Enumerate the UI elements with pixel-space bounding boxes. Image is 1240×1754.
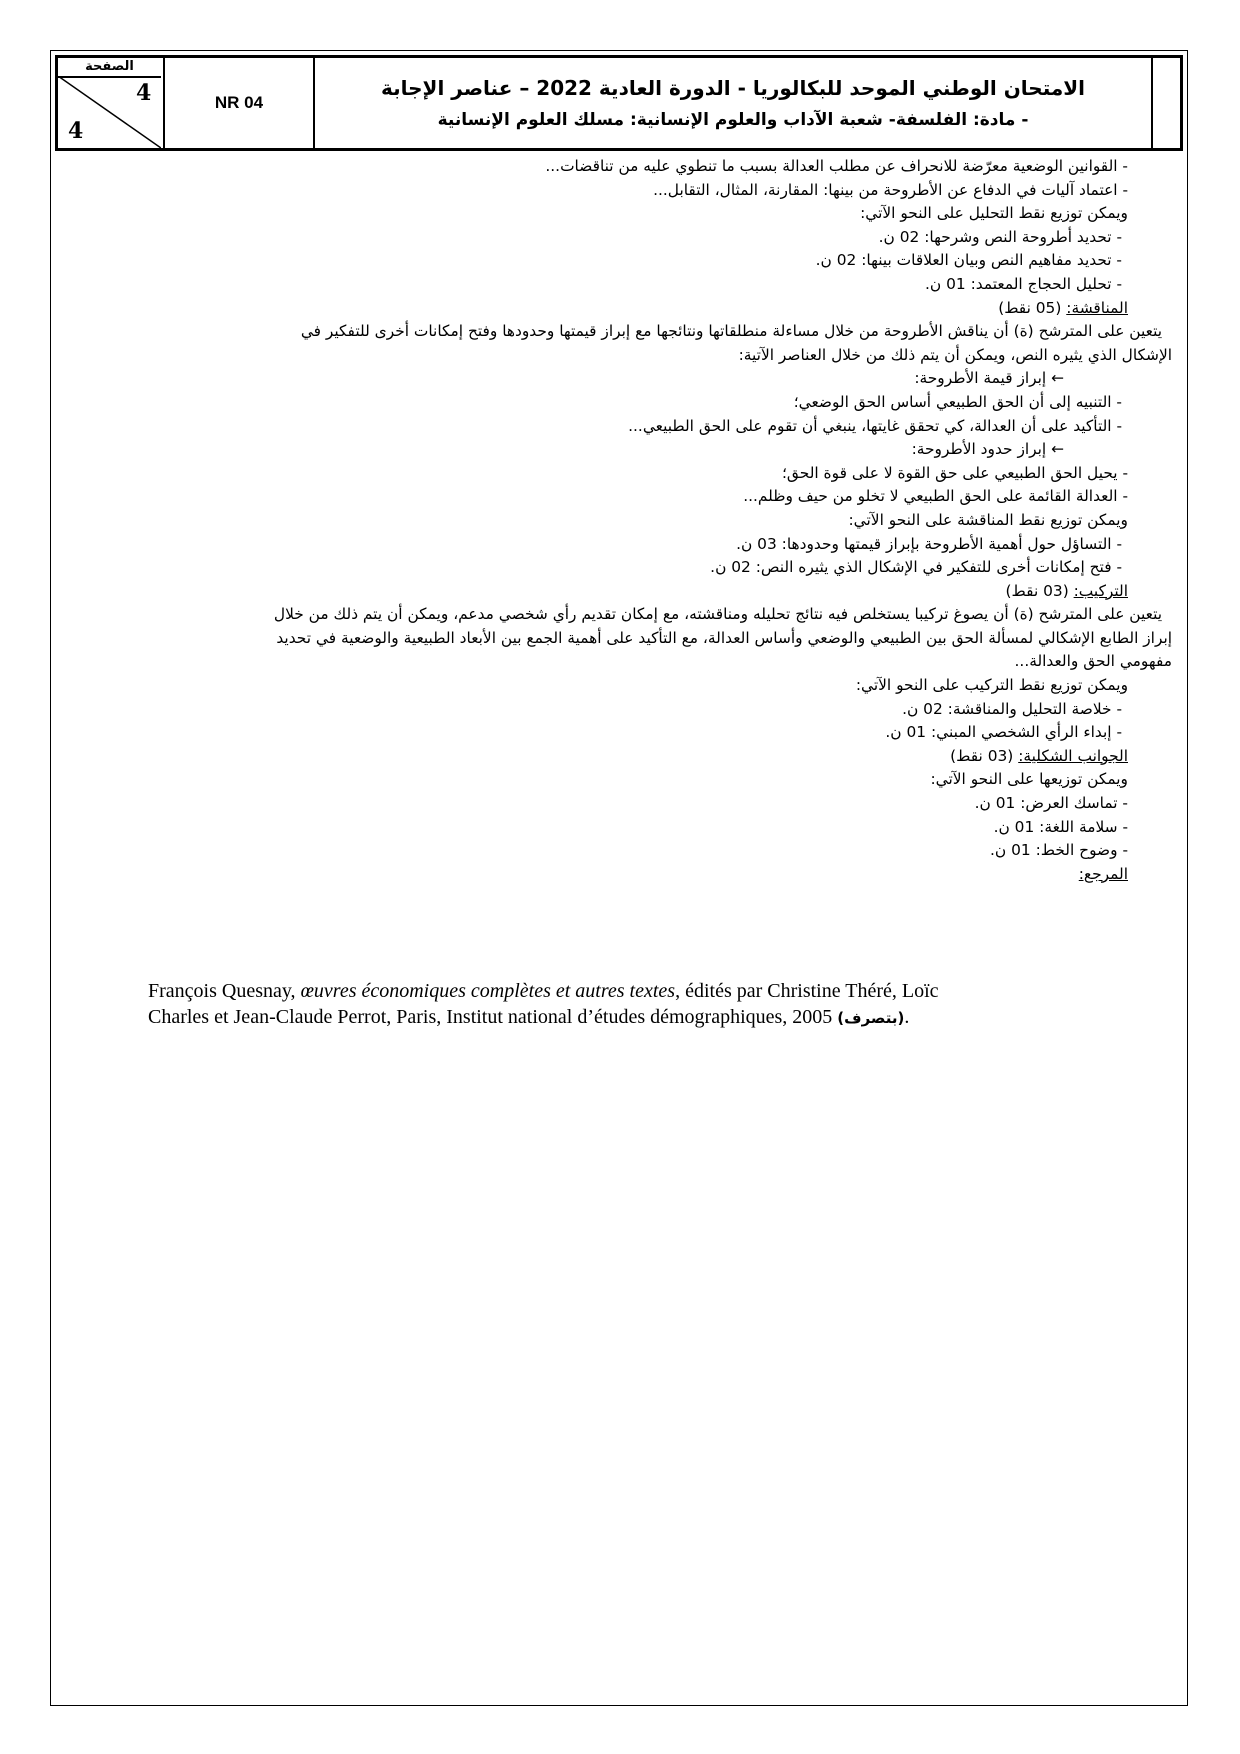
heading-points: (03 نقط) xyxy=(1005,581,1074,600)
section-heading-discussion xyxy=(72,297,1172,321)
text-line: - اعتماد آليات في الدفاع عن الأطروحة من بينها: المقارنة، المثال، التقابل... xyxy=(653,180,1128,199)
ref-work: œuvres économiques complètes et autres textes xyxy=(300,980,676,1002)
text-line: - يحيل الحق الطبيعي على حق القوة لا على قوة الحق؛ xyxy=(782,463,1128,482)
text-line: - وضوح الخط: 01 ن. xyxy=(990,841,1128,860)
text-line: ويمكن توزيع نقط التركيب على النحو الآتي: xyxy=(855,676,1128,695)
page-label: الصفحة xyxy=(58,58,161,78)
text-line: - فتح إمكانات أخرى للتفكير في الإشكال الذي يثيره النص: 02 ن. xyxy=(710,558,1122,577)
exam-code: NR 04 xyxy=(214,93,264,112)
text-line: الإشكال الذي يثيره النص، ويمكن أن يتم ذلك من خلال العناصر الآتية: xyxy=(738,345,1172,364)
text-line: ويمكن توزيع نقط المناقشة على النحو الآتي: xyxy=(848,510,1128,529)
text-line: - التساؤل حول أهمية الأطروحة بإبراز قيمتها وحدودها: 03 ن. xyxy=(736,534,1122,553)
text-line: - العدالة القائمة على الحق الطبيعي لا تخلو من حيف وظلم... xyxy=(743,487,1128,506)
exam-title: الامتحان الوطني الموحد للبكالوريا - الدورة العادية 2022 – عناصر الإجابة xyxy=(380,76,1086,100)
text-line: - تحليل الحجاج المعتمد: 01 ن. xyxy=(925,274,1122,293)
title-cell xyxy=(313,58,1151,148)
exam-code-cell xyxy=(163,58,313,148)
section-heading-formal xyxy=(72,745,1172,769)
blank-cell xyxy=(1151,58,1180,148)
text-line: - التنبيه إلى أن الحق الطبيعي أساس الحق الوضعي؛ xyxy=(793,392,1122,411)
text-line: مفهومي الحق والعدالة... xyxy=(1014,652,1172,671)
text-line xyxy=(72,320,1172,344)
paragraph-text: يتعين على المترشح (ة) أن يناقش الأطروحة من خلال مساءلة منطلقاتها ونتائجها مع إبراز قيمتها وحدودها وفتح إمكانات أخرى للتفكير في xyxy=(300,322,1162,341)
text-line: - تماسك العرض: 01 ن. xyxy=(974,794,1128,813)
text-line: ويمكن توزيعها على النحو الآتي: xyxy=(930,770,1128,789)
exam-header xyxy=(55,55,1183,151)
arrow-item: ← إبراز قيمة الأطروحة: xyxy=(914,369,1064,388)
section-heading-synthesis xyxy=(72,580,1172,604)
ref-adapted: (بتصرف) xyxy=(837,1009,905,1027)
ref-details1: , édités par Christine Théré, Loïc xyxy=(675,980,939,1002)
text-line: - تحديد مفاهيم النص وبيان العلاقات بينها: 02 ن. xyxy=(815,251,1122,270)
heading-text: الجوانب الشكلية: xyxy=(1018,746,1128,765)
text-line: - إبداء الرأي الشخصي المبني: 01 ن. xyxy=(885,723,1122,742)
exam-subject: - مادة: الفلسفة- شعبة الآداب والعلوم الإنسانية: مسلك العلوم الإنسانية xyxy=(437,110,1029,130)
heading-text: التركيب: xyxy=(1073,581,1128,600)
reference-citation xyxy=(148,978,1098,1031)
text-line: - التأكيد على أن العدالة، كي تحقق غايتها، ينبغي أن تقوم على الحق الطبيعي... xyxy=(628,416,1122,435)
text-line: إبراز الطابع الإشكالي لمسألة الحق بين الطبيعي والوضعي وأساس العدالة، مع التأكيد على أهمية الجمع بين الأبعاد الطبيعية والوضعية في تحديد xyxy=(276,628,1172,647)
ref-author: François Quesnay, xyxy=(148,980,301,1002)
page-current-number: 4 xyxy=(136,80,152,106)
text-line: ويمكن توزيع نقط التحليل على النحو الآتي: xyxy=(860,204,1128,223)
heading-text: المناقشة: xyxy=(1066,298,1128,317)
text-line: - تحديد أطروحة النص وشرحها: 02 ن. xyxy=(878,227,1122,246)
text-line: - سلامة اللغة: 01 ن. xyxy=(993,817,1128,836)
heading-points: (03 نقط) xyxy=(950,746,1019,765)
arrow-item: ← إبراز حدود الأطروحة: xyxy=(911,440,1064,459)
heading-points: (05 نقط) xyxy=(998,298,1067,317)
ref-end: . xyxy=(904,1006,910,1028)
heading-text: المرجع: xyxy=(1078,864,1128,883)
answer-content xyxy=(72,155,1172,886)
paragraph-text: يتعين على المترشح (ة) أن يصوغ تركيبا يستخلص فيه نتائج تحليله ومناقشته، مع إمكان تقديم رأي شخصي مدعم، ويمكن أن يتم ذلك من خلال xyxy=(273,605,1162,624)
ref-details2: Charles et Jean-Claude Perrot, Paris, Institut national d’études démographiques, 2005 xyxy=(148,1006,838,1028)
text-line: - خلاصة التحليل والمناقشة: 02 ن. xyxy=(902,699,1122,718)
page-total-number: 4 xyxy=(68,118,84,144)
text-line xyxy=(72,603,1172,627)
section-heading-reference xyxy=(72,863,1172,887)
text-line: - القوانين الوضعية معرّضة للانحراف عن مطلب العدالة بسبب ما تنطوي عليه من تناقضات... xyxy=(545,157,1128,175)
page-number-cell xyxy=(58,58,163,148)
